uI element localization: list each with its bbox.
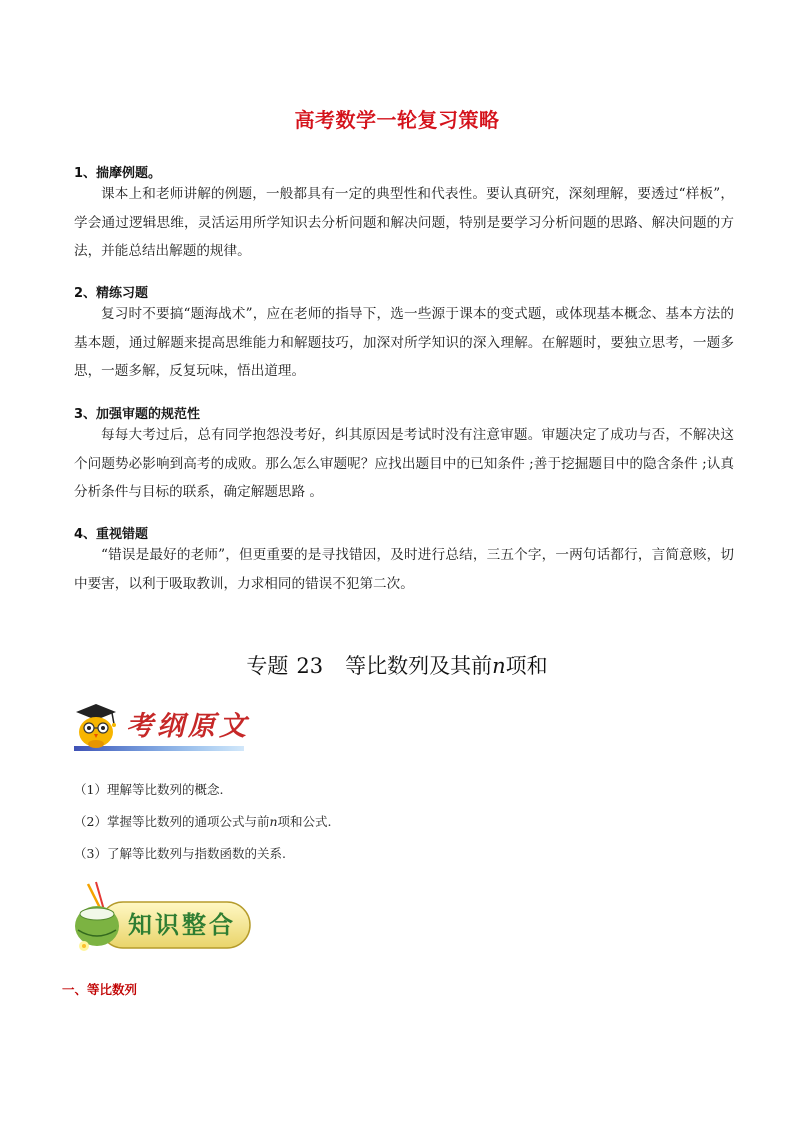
topic-title-part1: 等比数列及其前 <box>345 654 493 678</box>
section-heading-3: 3、加强审题的规范性 <box>74 407 201 422</box>
section-body-1: 课本上和老师讲解的例题，一般都具有一定的典型性和代表性。要认真研究，深刻理解，要透过“样板”，学会通过逻辑思维，灵活运用所学知识去分析问题和解决问题，特别是要学习分析问题的思路、解决问题的方法，并能总结出解题的规律。 <box>74 186 734 259</box>
topic-variable: n <box>492 654 506 678</box>
knowledge-banner <box>70 880 255 958</box>
knowledge-banner-text: 知识整合 <box>128 910 236 939</box>
section-heading-2: 2、精练习题 <box>74 286 149 301</box>
section-body-4: “错误是最好的老师”，但更重要的是寻找错因，及时进行总结，三五个字，一两句话都行，言简意赅，切中要害，以利于吸取教训，力求相同的错误不犯第二次。 <box>74 547 734 592</box>
subsection-heading: 一、等比数列 <box>62 982 138 997</box>
syllabus-item-3: （3）了解等比数列与指数函数的关系. <box>74 846 286 861</box>
syllabus-item-2 <box>74 812 332 830</box>
syllabus-item-2-pre: （2）掌握等比数列的通项公式与前 <box>74 814 270 829</box>
section-heading-1: 1、揣摩例题。 <box>74 166 162 181</box>
topic-title-part2: 项和 <box>505 654 548 678</box>
syllabus-item-2-post: 项和公式. <box>277 814 332 829</box>
syllabus-banner-text: 考纲原文 <box>126 711 250 742</box>
section-body-3: 每每大考过后，总有同学抱怨没考好，纠其原因是考试时没有注意审题。审题决定了成功与否，不解决这个问题势必影响到高考的成败。那么怎么审题呢？应找出题目中的已知条件 ;善于挖掘题目中的隐含条件 ;认真分析条件与目标的联系，确定解题思路 。 <box>74 427 734 500</box>
topic-title <box>0 650 794 680</box>
section-heading-4: 4、重视错题 <box>74 527 149 542</box>
syllabus-banner <box>70 698 250 758</box>
syllabus-item-2-var: n <box>269 814 278 829</box>
page-title: 高考数学一轮复习策略 <box>294 108 500 132</box>
section-body-2: 复习时不要搞“题海战术”，应在老师的指导下，选一些源于课本的变式题，或体现基本概念、基本方法的基本题，通过解题来提高思维能力和解题技巧，加深对所学知识的深入理解。在解题时，要独立思考，一题多思，一题多解，反复玩味，悟出道理。 <box>74 306 734 379</box>
syllabus-item-1: （1）理解等比数列的概念. <box>74 782 224 797</box>
topic-number: 23 <box>296 654 324 678</box>
topic-prefix: 专题 <box>246 654 289 678</box>
